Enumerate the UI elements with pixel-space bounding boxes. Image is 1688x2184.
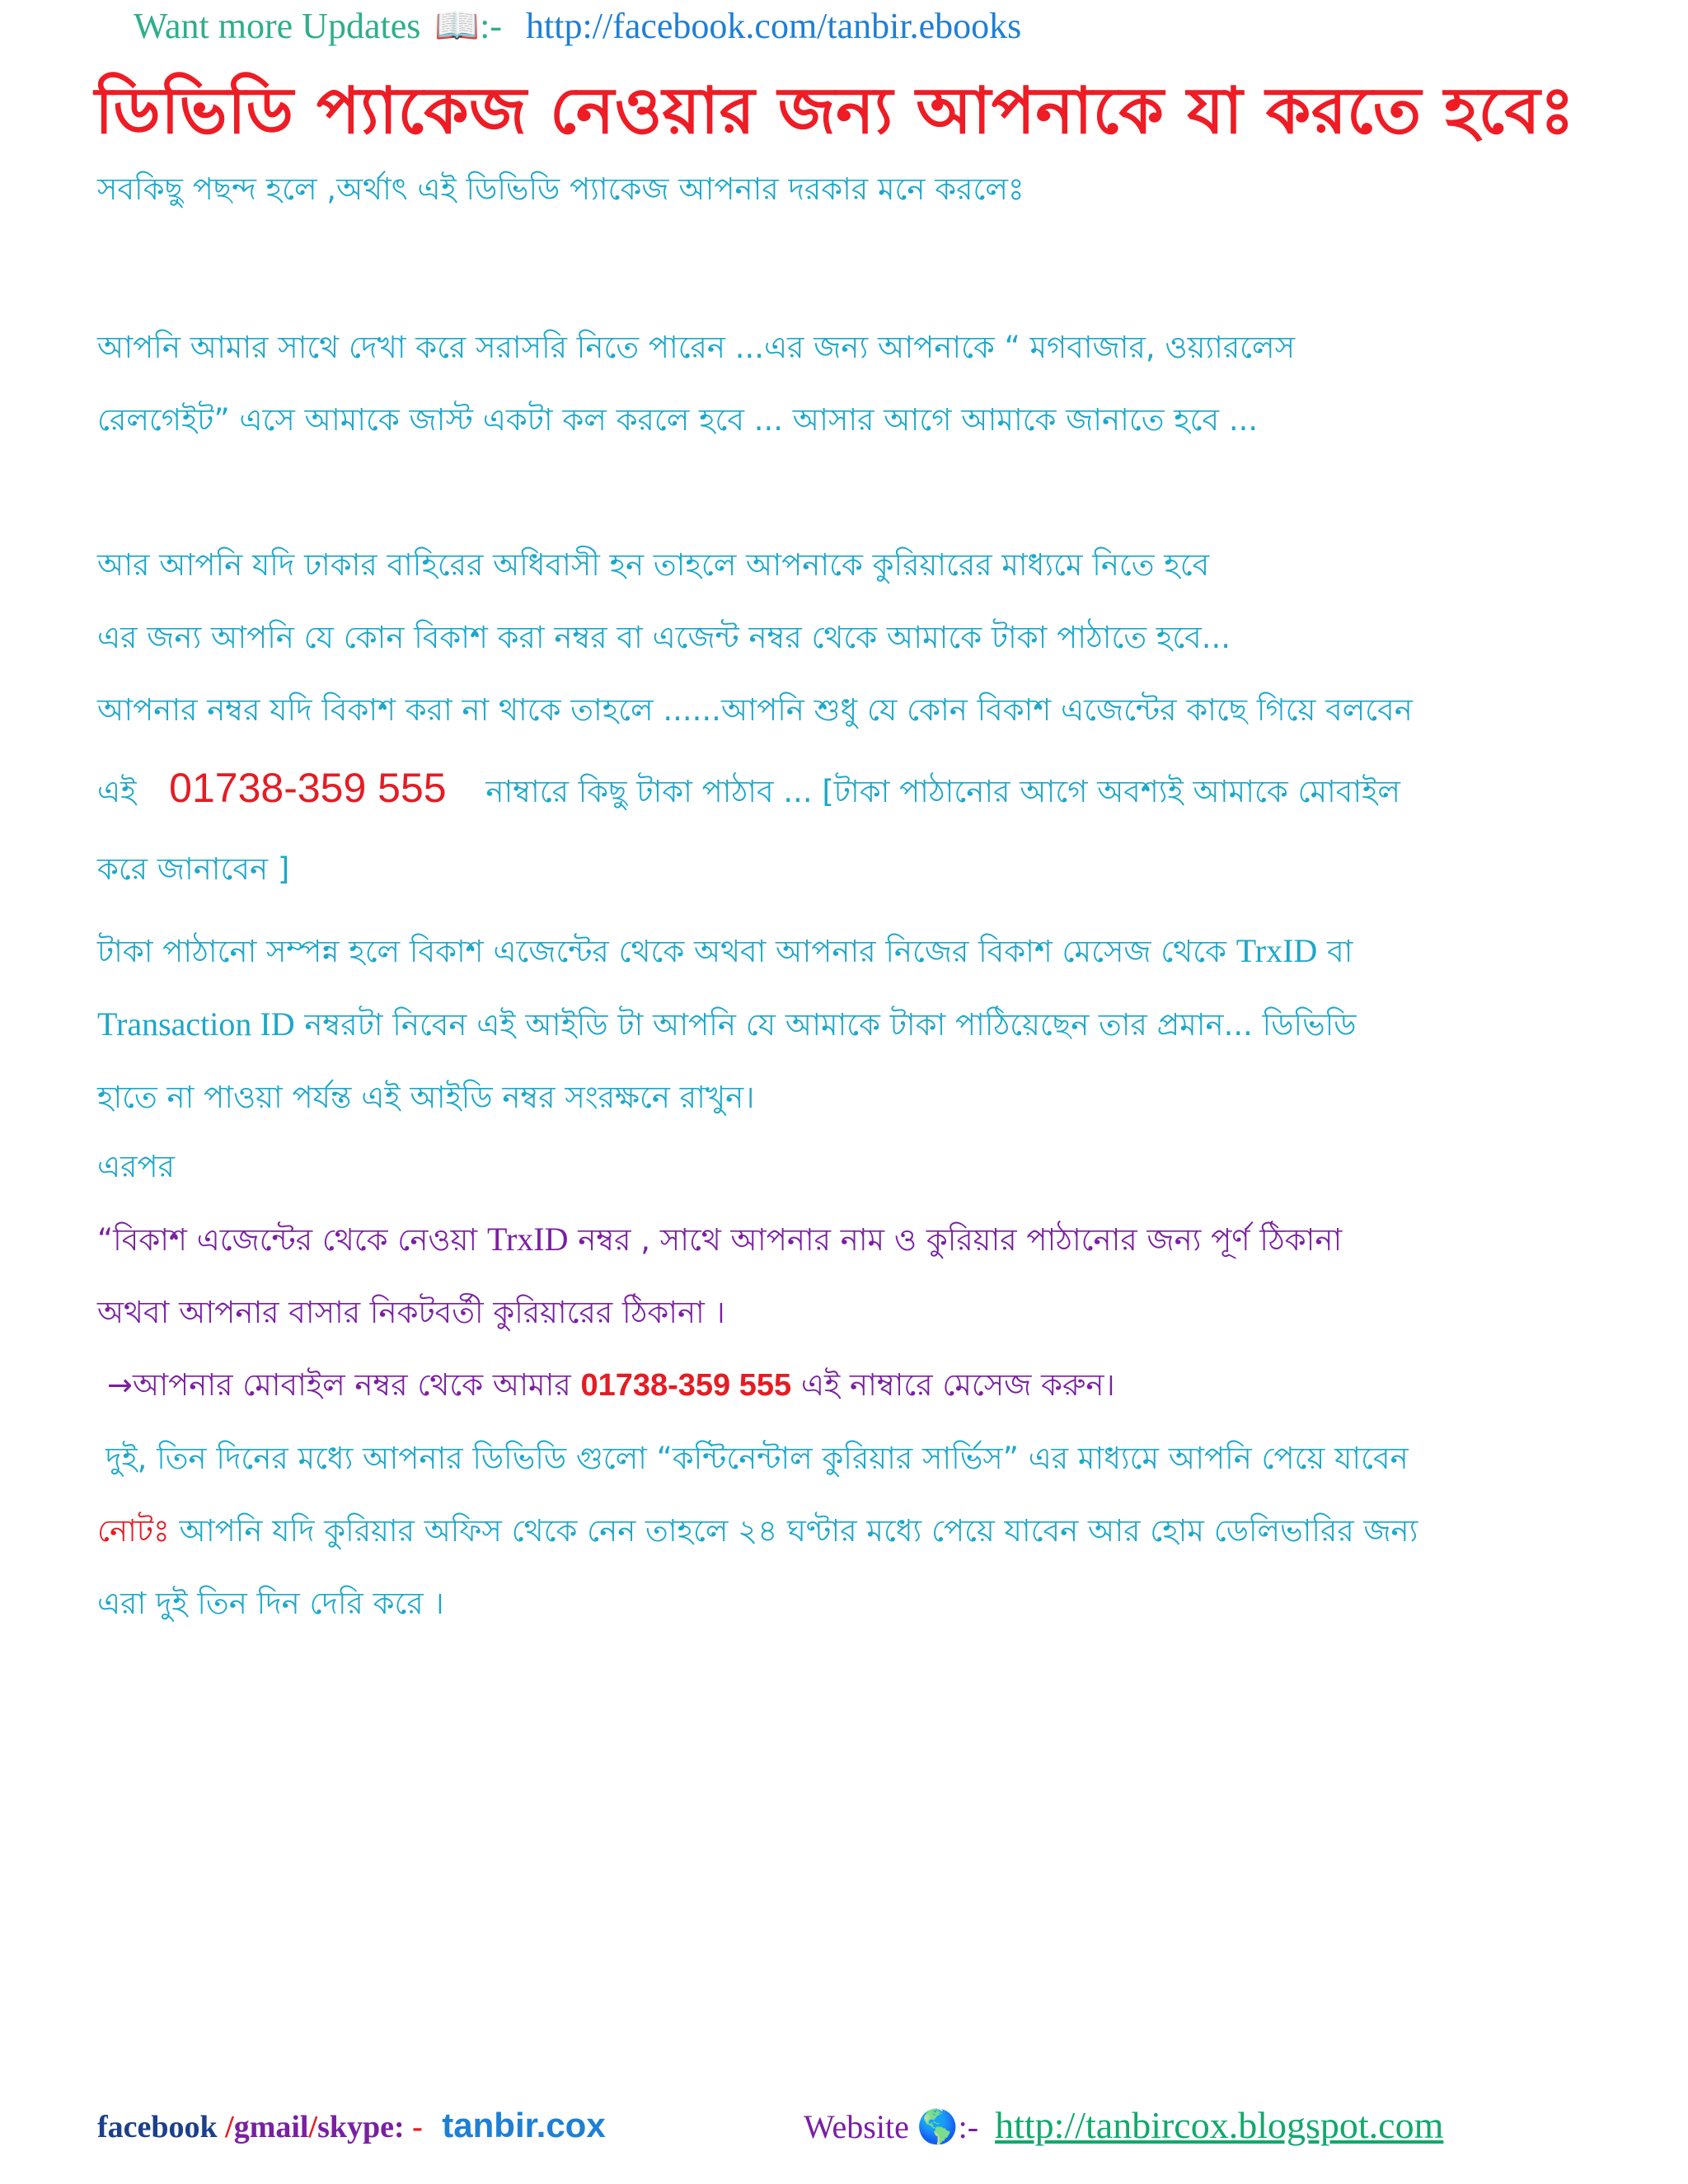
paragraph-1 — [97, 312, 1295, 457]
footer-slash: / — [225, 2110, 234, 2144]
globe-icon: 🌎 — [917, 2108, 959, 2145]
paragraph-5-line-2 — [97, 1495, 1418, 1568]
trxid-label: TrxID — [1236, 932, 1318, 969]
phone-number: 01738-359 555 — [580, 1368, 792, 1403]
paragraph-5-line-1: দুই, তিন দিনের মধ্যে আপনার ডিভিডি গুলো “কন্টিনেন্টাল কুরিয়ার সার্ভিস” এর মাধ্যমে আপনি পেয়ে যাবেন — [106, 1441, 1409, 1476]
note-text: আপনি যদি কুরিয়ার অফিস থেকে নেন তাহলে ২৪ ঘণ্টার মধ্যে পেয়ে যাবেন আর হোম ডেলিভারির জন্য — [179, 1513, 1418, 1549]
footer-contacts — [97, 2105, 606, 2148]
paragraph-5-line-3: এরা দুই তিন দিন দেরি করে । — [97, 1586, 444, 1621]
line-1-text: “বিকাশ এজেন্টের থেকে নেওয়া — [97, 1222, 478, 1258]
paragraph-2-line-3: আপনার নম্বর যদি বিকাশ করা না থাকে তাহলে ......আপনি শুধু যে কোন বিকাশ এজেন্টের কাছে গিয়ে বলবেন — [97, 692, 1413, 728]
website-separator: :- — [958, 2108, 979, 2145]
footer-gmail-label: gmail — [233, 2110, 309, 2144]
transaction-id-label: Transaction ID — [97, 1005, 295, 1043]
facebook-link[interactable]: http://facebook.com/tanbir.ebooks — [526, 6, 1022, 46]
updates-separator: :- — [480, 6, 503, 46]
line-4-suffix: নাম্বারে কিছু টাকা পাঠাব ... [টাকা পাঠানোর আগে অবশ্যই আমাকে মোবাইল — [485, 774, 1400, 809]
arrow-icon: → — [107, 1367, 134, 1403]
paragraph-1-line-1: আপনি আমার সাথে দেখা করে সরাসরি নিতে পারেন ...এর জন্য আপনাকে “ মগবাজার, ওয়্যারলেস — [97, 330, 1296, 365]
line-1-suffix: বা — [1327, 934, 1353, 969]
paragraph-3-line-3: হাতে না পাওয়া পর্যন্ত এই আইডি নম্বর সংরক্ষনে রাখুন। — [97, 1080, 755, 1115]
line-2-text: নম্বরটা নিবেন এই আইডি টা আপনি যে আমাকে টাকা পাঠিয়েছেন তার প্রমান... ডিভিডি — [304, 1007, 1357, 1043]
line-3-suffix: এই নাম্বারে মেসেজ করুন। — [800, 1367, 1115, 1403]
open-book-icon: 📖 — [434, 6, 481, 46]
paragraph-3-line-4: এরপর — [97, 1149, 175, 1184]
updates-label: Want more Updates — [134, 6, 421, 46]
paragraph-4-line-3 — [97, 1349, 1342, 1422]
intro-text: সবকিছু পছন্দ হলে ,অর্থাৎ এই ডিভিডি প্যাকেজ আপনার দরকার মনে করলেঃ — [97, 171, 1025, 207]
paragraph-2 — [97, 529, 1413, 906]
footer-website — [804, 2105, 1443, 2148]
paragraph-1-line-2: রেলগেইট” এসে আমাকে জাস্ট একটা কল করলে হবে ... আসার আগে আমাকে জানাতে হবে ... — [97, 402, 1259, 438]
paragraph-3-line-2 — [97, 988, 1356, 1062]
footer-skype-label: skype: — [317, 2110, 405, 2144]
paragraph-4 — [97, 1203, 1342, 1422]
website-label: Website — [804, 2108, 909, 2145]
footer-facebook-label: facebook — [97, 2110, 218, 2144]
line-4-prefix: এই — [97, 774, 137, 809]
phone-number: 01738-359 555 — [169, 765, 447, 811]
footer-slash: / — [308, 2110, 318, 2144]
line-3-text: আপনার মোবাইল নম্বর থেকে আমার — [133, 1367, 571, 1403]
paragraph-5 — [97, 1422, 1418, 1640]
paragraph-2-line-2: এর জন্য আপনি যে কোন বিকাশ করা নম্বর বা এজেন্ট নম্বর থেকে আমাকে টাকা পাঠাতে হবে... — [97, 620, 1231, 655]
website-link[interactable]: http://tanbircox.blogspot.com — [995, 2104, 1444, 2146]
footer-handle: tanbir.cox — [442, 2106, 606, 2144]
paragraph-2-line-5: করে জানাবেন ] — [97, 851, 290, 887]
page-title: ডিভিডি প্যাকেজ নেওয়ার জন্য আপনাকে যা করতে হবেঃ — [95, 74, 1575, 148]
paragraph-2-line-1: আর আপনি যদি ঢাকার বাহিরের অধিবাসী হন তাহলে আপনাকে কুরিয়ারের মাধ্যমে নিতে হবে — [97, 547, 1210, 583]
note-label: নোটঃ — [97, 1513, 170, 1549]
line-1-text: টাকা পাঠানো সম্পন্ন হলে বিকাশ এজেন্টের থেকে অথবা আপনার নিজের বিকাশ মেসেজ থেকে — [97, 934, 1226, 969]
header-updates-line — [134, 2, 1021, 51]
paragraph-4-line-1 — [97, 1203, 1342, 1277]
trxid-label: TrxID — [486, 1221, 569, 1258]
paragraph-3-line-1 — [97, 915, 1356, 988]
line-1-suffix: নম্বর , সাথে আপনার নাম ও কুরিয়ার পাঠানোর জন্য পূর্ণ ঠিকানা — [578, 1222, 1343, 1258]
paragraph-3 — [97, 915, 1356, 1200]
paragraph-4-line-2: অথবা আপনার বাসার নিকটবর্তী কুরিয়ারের ঠিকানা । — [97, 1295, 725, 1330]
paragraph-2-line-4 — [97, 747, 1413, 833]
footer-dash: - — [412, 2110, 423, 2144]
